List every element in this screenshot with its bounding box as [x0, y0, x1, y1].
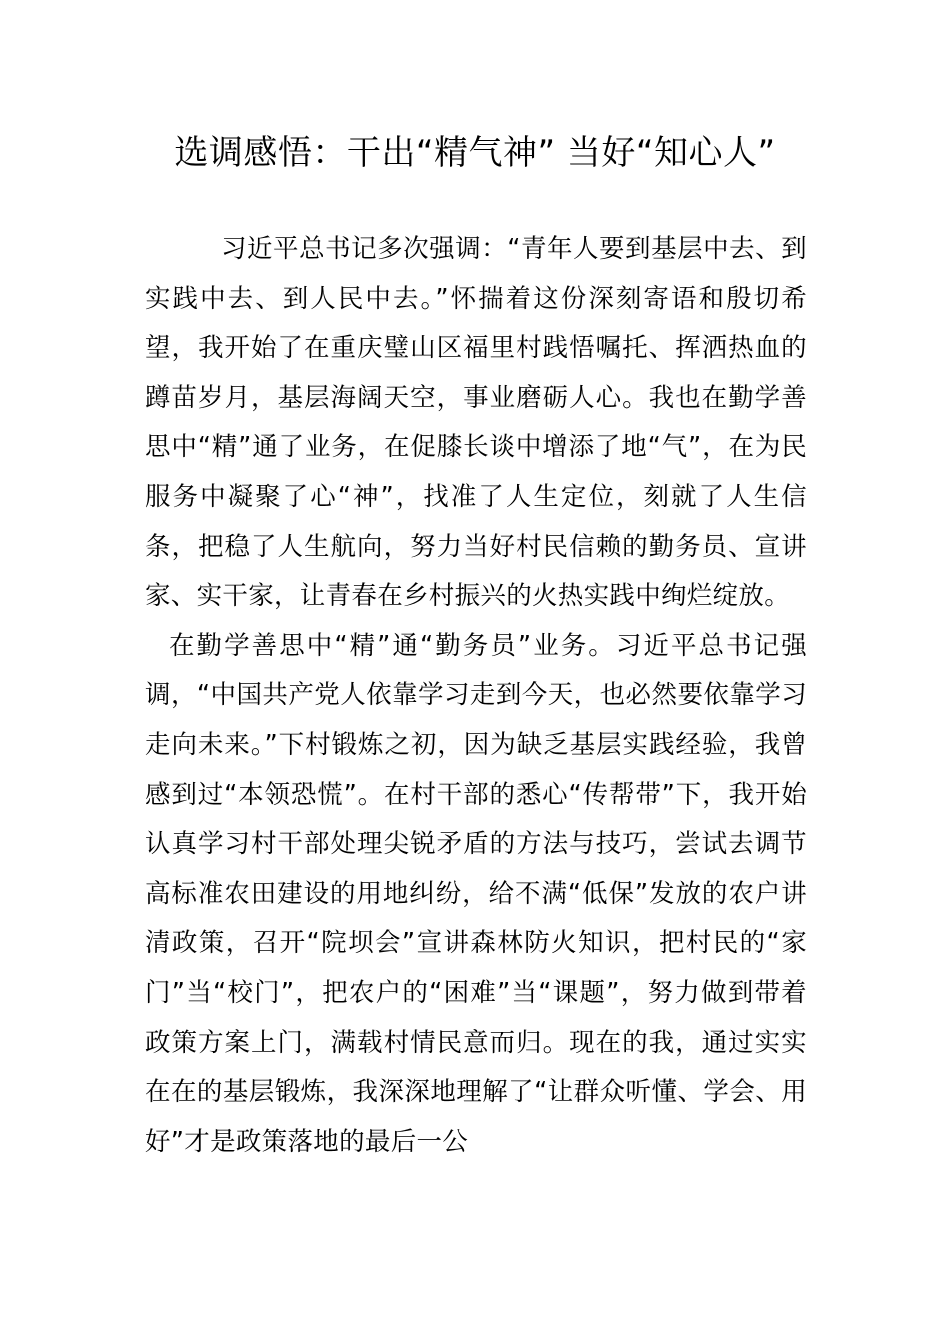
paragraph-2: 在勤学善思中“精”通“勤务员”业务。习近平总书记强调，“中国共产党人依靠学习走到今天，也必然要依靠学习走向未来。”下村锻炼之初，因为缺乏基层实践经验，我曾感到过“本领恐慌”。在村干部的悉心“传帮带”下，我开始认真学习村干部处理尖锐矛盾的方法与技巧，尝试去调节高标准农田建设的用地纠纷，给不满“低保”发放的农户讲清政策，召开“院坝会”宣讲森林防火知识，把村民的“家门”当“校门”，把农户的“困难”当“课题”，努力做到带着政策方案上门，满载村情民意而归。现在的我，通过实实在在的基层锻炼，我深深地理解了“让群众听懂、学会、用好”才是政策落地的最后一公 [145, 630, 807, 1157]
paragraph-1: 习近平总书记多次强调：“青年人要到基层中去、到实践中去、到人民中去。”怀揣着这份深刻寄语和殷切希望，我开始了在重庆璧山区福里村践悟嘱托、挥洒热血的蹲苗岁月，基层海阔天空，事业磨砺人心。我也在勤学善思中“精”通了业务，在促膝长谈中增添了地“气”，在为民服务中凝聚了心“神”，找准了人生定位，刻就了人生信条，把稳了人生航向，努力当好村民信赖的勤务员、宣讲家、实干家，让青春在乡村振兴的火热实践中绚烂绽放。 [145, 234, 807, 612]
document-title: 选调感悟：干出“精气神” 当好“知心人” [174, 133, 776, 173]
document-body [145, 225, 807, 1167]
